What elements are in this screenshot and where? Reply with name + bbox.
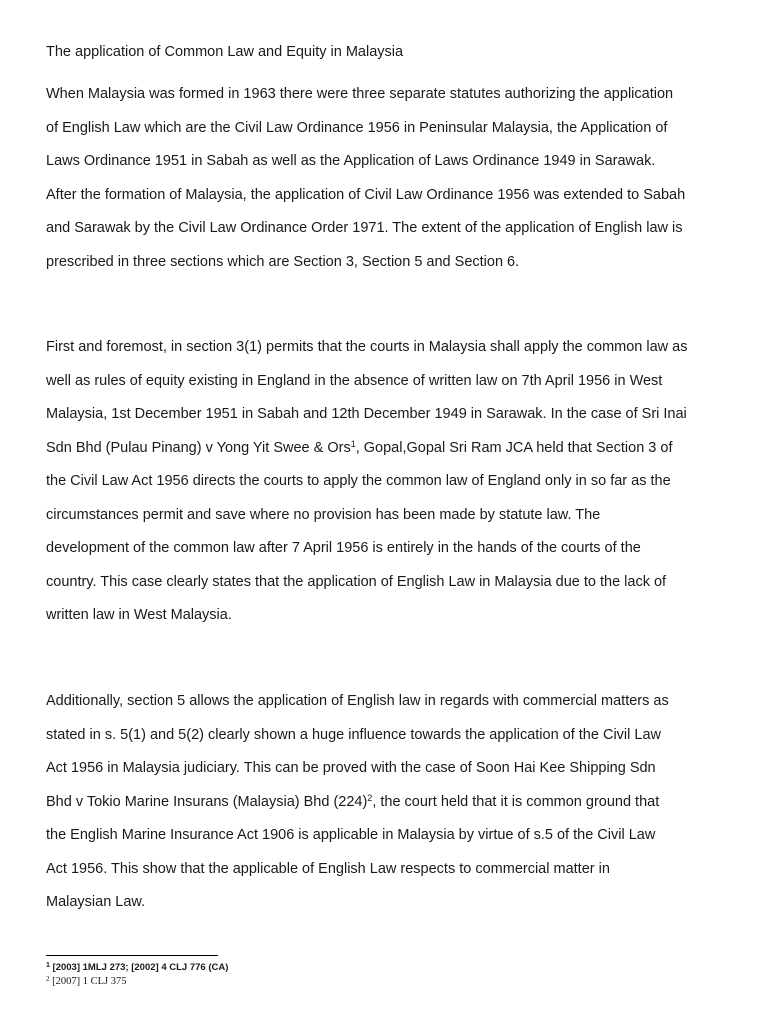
paragraph-line: prescribed in three sections which are Section 3, Section 5 and Section 6.	[46, 253, 520, 270]
paragraph-line: Act 1956. This show that the applicable of English Law respects to commercial matter in	[46, 860, 610, 877]
paragraph-line: written law in West Malaysia.	[46, 607, 232, 623]
paragraph-2	[46, 331, 746, 633]
line-text: , the court held that it is common ground that	[372, 793, 660, 810]
footnote-text: [2007] 1 CLJ 375	[49, 976, 127, 987]
paragraph-3	[46, 685, 746, 920]
paragraph-line	[46, 786, 746, 820]
paragraph-line: When Malaysia was formed in 1963 there were three separate statutes authorizing the application	[46, 86, 674, 102]
footnote-marker: 2	[46, 975, 50, 983]
footnote-2	[46, 975, 127, 988]
line-text: , Gopal,Gopal Sri Ram JCA held that Section 3 of	[355, 439, 673, 456]
paragraph-line: well as rules of equity existing in England in the absence of written law on 7th April 1956 in West	[46, 372, 663, 389]
line-text: Sdn Bhd (Pulau Pinang) v Yong Yit Swee & Ors	[46, 439, 351, 456]
footnote-ref-1[interactable]: 1	[350, 438, 356, 449]
paragraph-line: stated in s. 5(1) and 5(2) clearly shown a huge influence towards the application of the Civil Law	[46, 726, 661, 743]
paragraph-line: Act 1956 in Malaysia judiciary. This can be proved with the case of Soon Hai Kee Shipping Sdn	[46, 760, 656, 776]
paragraph-line: development of the common law after 7 April 1956 is entirely in the hands of the courts of the	[46, 540, 641, 556]
paragraph-line: circumstances permit and save where no provision has been made by statute law. The	[46, 506, 601, 523]
paragraph-line: First and foremost, in section 3(1) permits that the courts in Malaysia shall apply the common law as	[46, 339, 688, 355]
footnote-1	[46, 961, 228, 974]
paragraph-1	[46, 78, 746, 279]
footnote-marker: 1	[46, 962, 50, 969]
document-title: The application of Common Law and Equity in Malaysia	[46, 44, 404, 60]
paragraph-line: After the formation of Malaysia, the application of Civil Law Ordinance 1956 was extended to Sabah	[46, 186, 686, 203]
paragraph-line	[46, 432, 746, 466]
paragraph-line: Malaysian Law.	[46, 894, 146, 910]
paragraph-line: Laws Ordinance 1951 in Sabah as well as the Application of Laws Ordinance 1949 in Sarawak.	[46, 153, 656, 169]
paragraph-line: Additionally, section 5 allows the application of English law in regards with commercial matters as	[46, 693, 669, 709]
paragraph-line: country. This case clearly states that the application of English Law in Malaysia due to the lack of	[46, 573, 667, 590]
paragraph-line: the English Marine Insurance Act 1906 is applicable in Malaysia by virtue of s.5 of the Civil Law	[46, 827, 656, 843]
footnote-separator	[46, 955, 218, 956]
line-text: Bhd v Tokio Marine Insurans (Malaysia) Bhd (224)	[46, 793, 368, 810]
paragraph-line: of English Law which are the Civil Law Ordinance 1956 in Peninsular Malaysia, the Application of	[46, 119, 668, 136]
footnote-text: [2003] 1MLJ 273; [2002] 4 CLJ 776 (CA)	[49, 962, 229, 973]
paragraph-line: Malaysia, 1st December 1951 in Sabah and 12th December 1949 in Sarawak. In the case of Sri Inai	[46, 406, 687, 422]
paragraph-line: the Civil Law Act 1956 directs the courts to apply the common law of England only in so far as the	[46, 473, 671, 489]
paragraph-line: and Sarawak by the Civil Law Ordinance Order 1971. The extent of the application of English law is	[46, 220, 683, 236]
footnote-ref-2[interactable]: 2	[367, 792, 373, 803]
